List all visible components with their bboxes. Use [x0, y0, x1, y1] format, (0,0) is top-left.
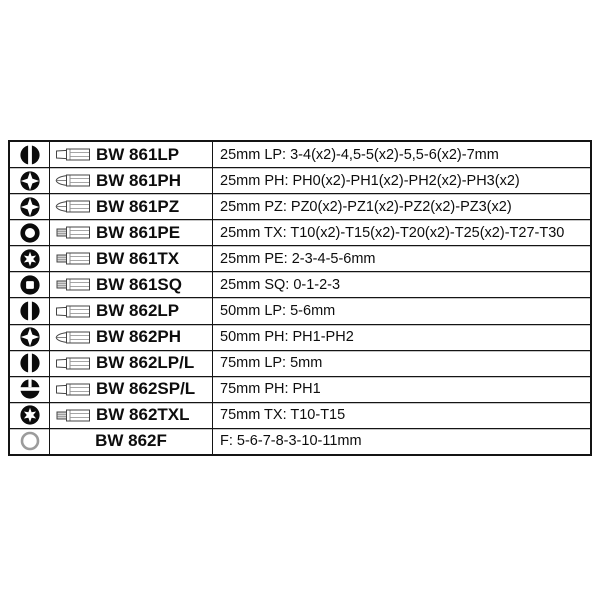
product-code: BW 861LP — [96, 144, 180, 164]
tip-icon-cell — [10, 272, 50, 297]
table-row — [10, 298, 590, 324]
tip-icon-cell — [10, 220, 50, 245]
tip-icon-cell — [10, 403, 50, 428]
tip-icon-cell — [10, 325, 50, 350]
product-cell — [50, 194, 213, 219]
product-cell — [50, 220, 213, 245]
product-code: BW 861SQ — [96, 274, 182, 294]
torx-icon — [20, 405, 40, 425]
description-cell — [213, 272, 590, 297]
description-cell — [213, 168, 590, 193]
table-row — [10, 194, 590, 220]
product-code: BW 862LP/L — [96, 353, 195, 373]
product-cell — [50, 298, 213, 323]
bits-table — [8, 140, 592, 456]
description-cell — [213, 142, 590, 167]
bit-illustration — [54, 252, 91, 265]
product-cell — [50, 403, 213, 428]
bit-illustration — [54, 357, 91, 370]
slotted-icon — [20, 301, 40, 321]
bit-illustration — [54, 305, 91, 318]
product-cell — [50, 377, 213, 402]
description-text: 75mm PH: PH1 — [220, 381, 321, 398]
product-cell — [50, 246, 213, 271]
tip-icon-cell — [10, 298, 50, 323]
product-cell — [50, 429, 213, 454]
square-icon — [20, 275, 40, 295]
description-text: 25mm PZ: PZ0(x2)-PZ1(x2)-PZ2(x2)-PZ3(x2) — [220, 198, 512, 215]
tip-icon-cell — [10, 351, 50, 376]
description-cell — [213, 403, 590, 428]
product-cell — [50, 142, 213, 167]
bit-illustration — [54, 226, 91, 239]
bit-illustration — [54, 331, 91, 344]
description-cell — [213, 429, 590, 454]
bit-illustration — [54, 148, 91, 161]
product-code: BW 861PZ — [96, 196, 180, 216]
product-cell — [50, 325, 213, 350]
description-text: 50mm LP: 5-6mm — [220, 303, 336, 319]
tip-icon-cell — [10, 377, 50, 402]
product-cell — [50, 168, 213, 193]
table-row — [10, 168, 590, 194]
slot-phillips-icon — [20, 379, 40, 399]
tip-icon-cell — [10, 194, 50, 219]
table-row — [10, 142, 590, 168]
product-code: BW 862TXL — [96, 405, 190, 425]
bit-illustration — [54, 174, 91, 187]
description-text: F: 5-6-7-8-3-10-11mm — [220, 433, 362, 450]
product-cell — [50, 351, 213, 376]
product-code: BW 862LP — [96, 301, 180, 320]
tip-icon-cell — [10, 142, 50, 167]
tip-icon-cell — [10, 168, 50, 193]
description-text: 75mm TX: T10-T15 — [220, 407, 346, 424]
table-row — [10, 377, 590, 403]
description-text: 25mm PH: PH0(x2)-PH1(x2)-PH2(x2)-PH3(x2) — [220, 172, 520, 189]
tip-icon-cell — [10, 429, 50, 454]
slotted-icon — [20, 353, 40, 373]
bit-illustration — [54, 278, 91, 291]
description-text: 25mm PE: 2-3-4-5-6mm — [220, 250, 376, 267]
table-row — [10, 351, 590, 377]
description-cell — [213, 325, 590, 350]
product-code: BW 861PH — [96, 170, 182, 190]
product-cell — [50, 272, 213, 297]
bit-illustration — [54, 383, 91, 396]
phillips-icon — [20, 327, 40, 347]
product-code: BW 862PH — [96, 327, 182, 347]
description-text: 25mm TX: T10(x2)-T15(x2)-T20(x2)-T25(x2)-T27-T30 — [220, 224, 565, 241]
bit-illustration — [54, 200, 91, 213]
description-cell — [213, 194, 590, 219]
table-row — [10, 325, 590, 351]
hex-ring-icon — [20, 223, 40, 243]
table-row — [10, 403, 590, 429]
ring-outline-icon — [20, 431, 40, 451]
table-row — [10, 272, 590, 298]
description-cell — [213, 246, 590, 271]
description-cell — [213, 298, 590, 323]
product-code: BW 861PE — [96, 222, 181, 242]
description-text: 50mm PH: PH1-PH2 — [220, 329, 354, 346]
tip-icon-cell — [10, 246, 50, 271]
description-cell — [213, 351, 590, 376]
product-code: BW 861TX — [96, 248, 180, 268]
description-text: 25mm SQ: 0-1-2-3 — [220, 276, 341, 293]
bit-illustration — [54, 409, 91, 422]
product-code: BW 862F — [95, 431, 167, 451]
description-text: 25mm LP: 3-4(x2)-4,5-5(x2)-5,5-6(x2)-7mm — [220, 146, 499, 163]
table-row — [10, 246, 590, 272]
torx-icon — [20, 249, 40, 269]
description-cell — [213, 220, 590, 245]
table-row — [10, 220, 590, 246]
slotted-icon — [20, 145, 40, 165]
description-cell — [213, 377, 590, 402]
description-text: 75mm LP: 5mm — [220, 355, 323, 372]
table-row — [10, 429, 590, 454]
product-code: BW 862SP/L — [96, 379, 196, 399]
phillips-icon — [20, 171, 40, 191]
pozidriv-icon — [20, 197, 40, 217]
